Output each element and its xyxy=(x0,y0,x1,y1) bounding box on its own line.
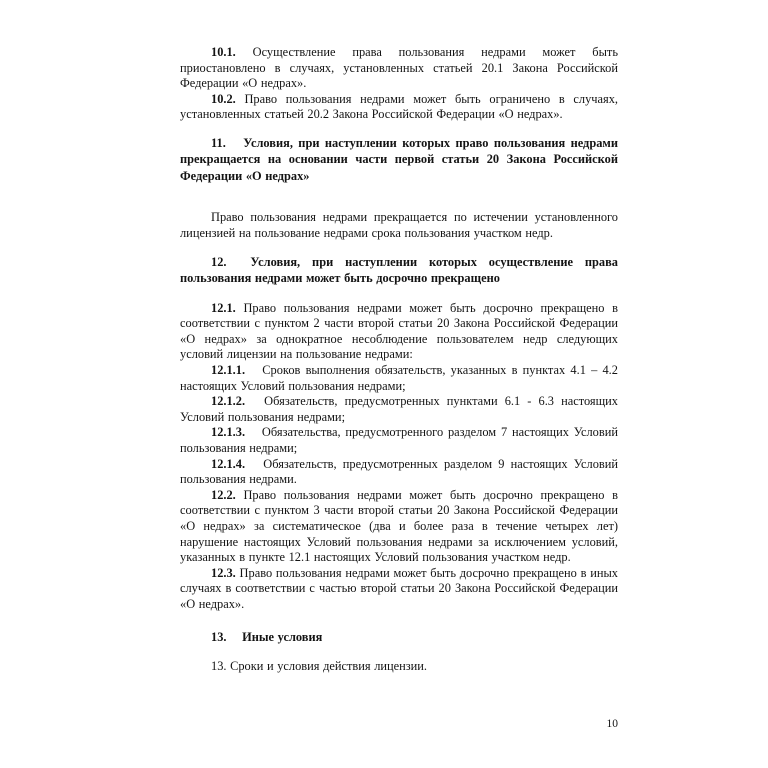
clause-number: 12.1.1. xyxy=(211,363,246,378)
paragraph-text: 13. Сроки и условия действия лицензии. xyxy=(211,659,428,674)
clause-number: 12.1. xyxy=(211,300,236,315)
section-heading-12 xyxy=(180,254,618,287)
paragraph-text: Право пользования недрами может быть досрочно прекращено в соответствии с пунктом 3 части второй статьи 20 Закона Российской Федерации «О недрах» за систематическое (два и более раза в течение четырех лет) нарушение настоящих Условий пользования недрами за исключением условий, указанных в пункте 12.1 настоящих Условий пользования участком недр. xyxy=(180,487,618,565)
clause-number: 13. xyxy=(211,629,227,644)
clause-paragraph-12-1 xyxy=(180,301,618,363)
paragraph-text: Право пользования недрами может быть досрочно прекращено в соответствии с пунктом 2 части второй статьи 20 Закона Российской Федерации «О недрах» за однократное несоблюдение пользователем недр следующих условий лицензии на пользование недрами: xyxy=(180,300,618,362)
clause-number: 12.1.2. xyxy=(211,394,246,409)
page-number: 10 xyxy=(606,718,618,730)
section-heading-text: Иные условия xyxy=(242,629,323,644)
section-heading-13 xyxy=(180,629,618,646)
clause-paragraph-text-3 xyxy=(180,210,618,241)
clause-paragraph-12-1-4 xyxy=(180,457,618,488)
clause-number: 12.3. xyxy=(211,565,236,580)
clause-number: 11. xyxy=(211,135,226,150)
clause-number: 10.1. xyxy=(211,45,236,59)
paragraph-text: Право пользования недрами может быть ограничено в случаях, установленных статьей 20.2 Закона Российской Федерации «О недрах». xyxy=(180,91,618,122)
section-heading-text: Условия, при наступлении которых осуществление права пользования недрами может быть досрочно прекращено xyxy=(180,254,618,286)
paragraph-text: Право пользования недрами может быть досрочно прекращено в иных случаях в соответствии с частью второй статьи 20 Закона Российской Федерации «О недрах». xyxy=(180,565,618,611)
clause-paragraph-10-1 xyxy=(180,45,618,92)
paragraph-text: Обязательства, предусмотренного разделом 7 настоящих Условий пользования недрами; xyxy=(180,425,618,455)
clause-number: 12.2. xyxy=(211,487,236,502)
clause-paragraph-12-3 xyxy=(180,566,618,613)
clause-paragraph-10-2 xyxy=(180,92,618,123)
clause-number: 10.2. xyxy=(211,91,236,106)
section-heading-text: Условия, при наступлении которых право пользования недрами прекращается на основании части первой статьи 20 Закона Российской Федерации «О недрах» xyxy=(180,135,618,183)
paragraph-text: Обязательств, предусмотренных разделом 9 настоящих Условий пользования недрами. xyxy=(180,456,618,487)
clause-number: 12.1.3. xyxy=(211,425,246,440)
clause-number: 12. xyxy=(211,254,227,269)
clause-paragraph-12-1-1 xyxy=(180,363,618,394)
clause-paragraph-12-1-3 xyxy=(180,425,618,456)
document-body xyxy=(180,45,618,675)
clause-paragraph-12-2 xyxy=(180,488,618,566)
paragraph-text: Осуществление права пользования недрами может быть приостановлено в случаях, установленных статьей 20.1 Закона Российской Федерации «О недрах». xyxy=(180,45,618,91)
section-heading-11 xyxy=(180,135,618,185)
paragraph-text: Сроков выполнения обязательств, указанных в пунктах 4.1 – 4.2 настоящих Условий пользования недрами; xyxy=(180,363,618,393)
clause-number: 12.1.4. xyxy=(211,456,246,471)
clause-paragraph-text-13 xyxy=(180,659,618,675)
paragraph-text: Право пользования недрами прекращается по истечении установленного лицензией на пользование недрами срока пользования участком недр. xyxy=(180,210,618,241)
paragraph-text: Обязательств, предусмотренных пунктами 6.1 - 6.3 настоящих Условий пользования недрами; xyxy=(180,394,618,424)
clause-paragraph-12-1-2 xyxy=(180,394,618,425)
